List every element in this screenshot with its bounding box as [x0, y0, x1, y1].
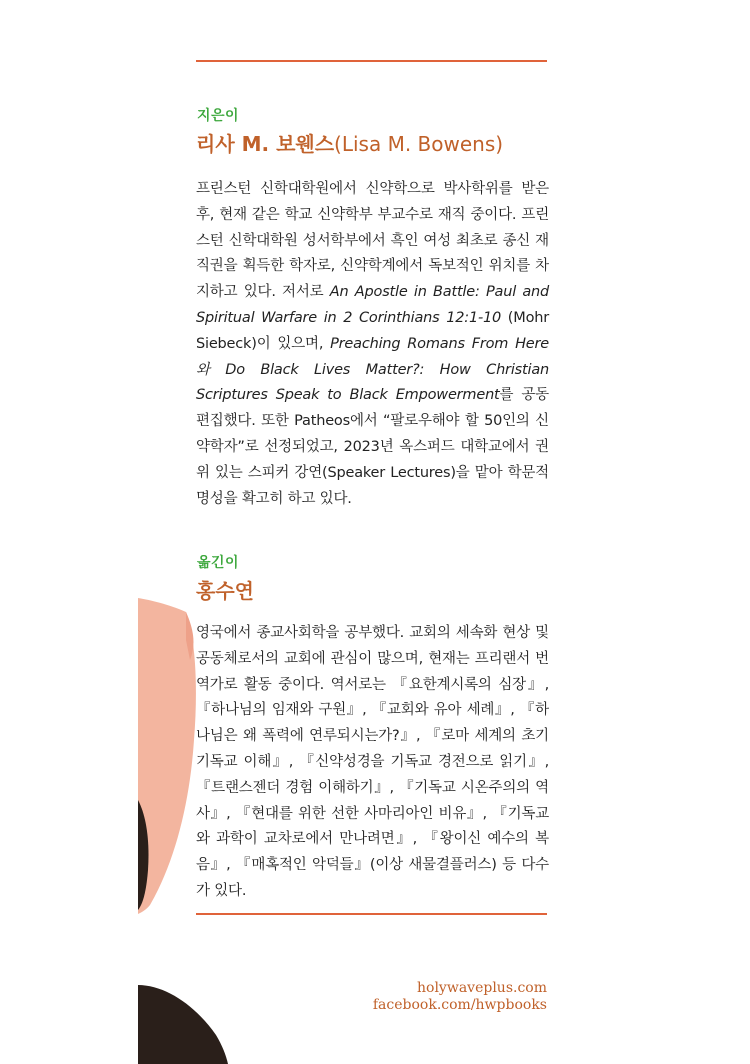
publisher-links	[373, 980, 547, 1014]
translator-bio: 영국에서 종교사회학을 공부했다. 교회의 세속화 현상 및 공동체로서의 교회에 관심이 많으며, 현재는 프리랜서 번역가로 활동 중이다. 역서로는 『요한계시록의 심장』, 『하나님의 임재와 구원』, 『교회와 유아 세례』, 『하나님은 왜 폭력에 연루되시는가?』, 『로마 세계의 초기 기독교 이해』, 『신약성경을 기독교 경전으로 읽기』, 『트랜스젠더 경험 이해하기』, 『기독교 시온주의의 역사』, 『현대를 위한 선한 사마리아인 비유』, 『기독교와 과학이 교차로에서 만나려면』, 『왕이신 예수의 복음』, 『매혹적인 악덕들』(이상 새물결플러스) 등 다수가 있다.	[196, 625, 549, 899]
dark-brush-shape	[138, 800, 149, 910]
website-link[interactable]: holywaveplus.com	[417, 980, 547, 996]
bottom-divider	[196, 913, 547, 915]
translator-role-label: 옮긴이	[197, 555, 240, 571]
author-bio	[196, 177, 549, 512]
author-book-title-2: Preaching Romans From Here와 Do Black Lives Matter?: How Christian Scriptures Speak to Black Empowerment	[196, 335, 549, 404]
facebook-link[interactable]: facebook.com/hwpbooks	[372, 997, 547, 1013]
top-divider	[196, 60, 547, 62]
author-name-english: (Lisa M. Bowens)	[334, 132, 504, 156]
author-bio-text-2: (Mohr Siebeck)이 있으며,	[196, 309, 549, 352]
author-bio-text-1: 프린스턴 신학대학원에서 신약학으로 박사학위를 받은 후, 현재 같은 학교 신약학부 부교수로 재직 중이다. 프린스턴 신학대학원 성서학부에서 흑인 여성 최초로 종신 재직권을 획득한 학자로, 신약학계에서 독보적인 위치를 차지하고 있다. 저서로	[196, 181, 549, 301]
author-name-korean: 리사 M. 보웬스	[196, 132, 335, 156]
author-role-label: 지은이	[197, 108, 240, 124]
author-book-title-1: An Apostle in Battle: Paul and Spiritual Warfare in 2 Corinthians 12:1-10	[196, 284, 550, 326]
peach-brush-tip	[186, 612, 193, 660]
author-name	[196, 128, 503, 157]
dark-corner-shape	[138, 985, 228, 1064]
translator-name: 홍수연	[196, 579, 254, 603]
author-bio-text-3: 를 공동 편집했다. 또한 Patheos에서 “팔로우해야 할 50인의 신약학자”로 선정되었고, 2023년 옥스퍼드 대학교에서 권위 있는 스피커 강연(Speaker Lectures)을 맡아 학문적 명성을 확고히 하고 있다.	[196, 387, 549, 507]
peach-brush-shape	[138, 598, 196, 914]
